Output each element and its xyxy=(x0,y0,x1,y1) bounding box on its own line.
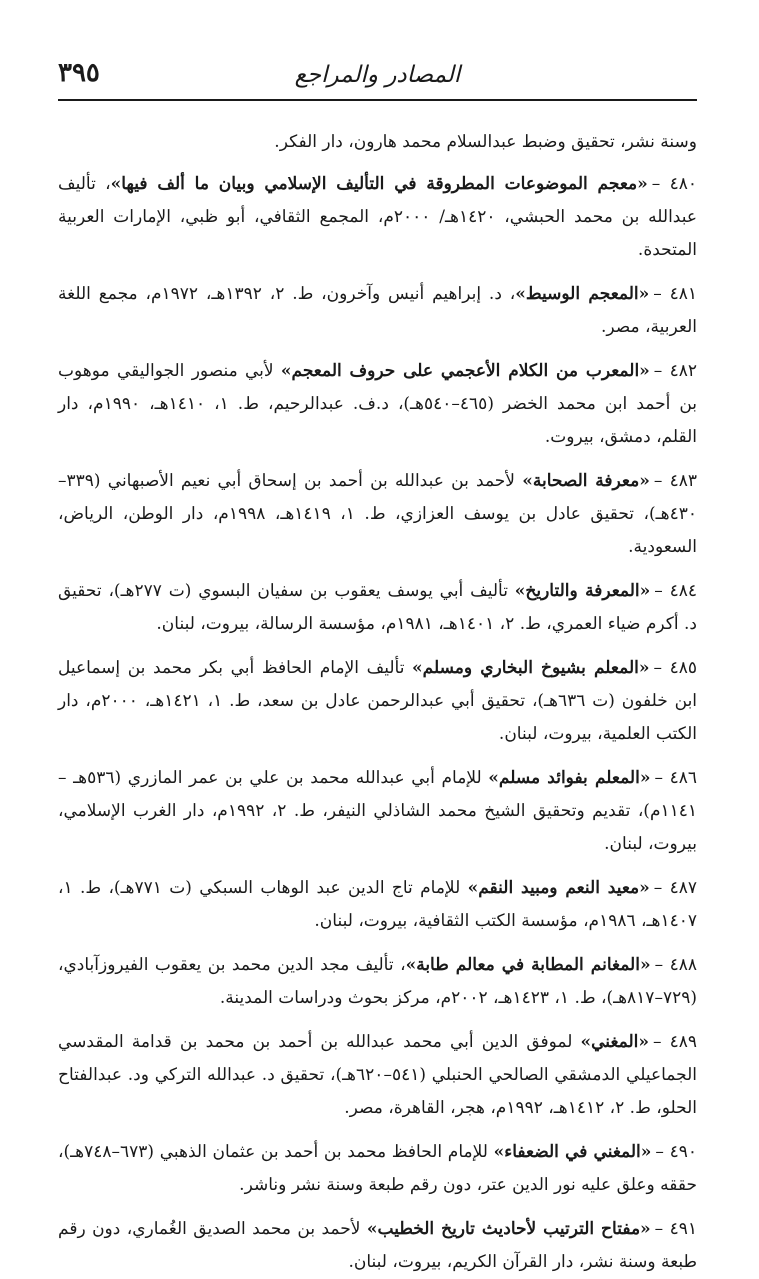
entry-title: «معجم الموضوعات المطروقة في التأليف الإسلامي وبيان ما ألف فيها» xyxy=(110,174,648,194)
page-header xyxy=(58,0,697,100)
entry-title: «معرفة الصحابة» xyxy=(522,471,650,491)
entry-title: «المغني» xyxy=(580,1032,649,1052)
bibliography-entry xyxy=(58,949,697,1015)
entry-number: ٤٨٤ – xyxy=(654,581,698,601)
entry-text: للإمام تاج الدين عبد الوهاب السبكي (ت ٧٧١هـ)، ط. ١، ١٤٠٧هـ، ١٩٨٦م، مؤسسة الكتب الثقافية، بيروت، لبنان. xyxy=(58,878,697,931)
entry-title: «المعرب من الكلام الأعجمي على حروف المعجم» xyxy=(280,361,650,381)
entry-text: لأحمد بن محمد الصديق الغُماري، دون رقم طبعة وسنة نشر، دار القرآن الكريم، بيروت، لبنان. xyxy=(58,1219,697,1272)
entry-number: ٤٩١ – xyxy=(654,1219,697,1239)
bibliography-entry xyxy=(58,168,697,267)
entry-text: لأحمد بن عبدالله بن أحمد بن إسحاق أبي نعيم الأصبهاني (٣٣٩–٤٣٠هـ)، تحقيق عادل بن يوسف العزازي، ط. ١، ١٤١٩هـ، ١٩٩٨م، دار الوطن، الرياض، السعودية. xyxy=(58,471,697,557)
entry-text: ، د. إبراهيم أنيس وآخرون، ط. ٢، ١٣٩٢هـ، ١٩٧٢م، مجمع اللغة العربية، مصر. xyxy=(58,284,697,337)
entry-number: ٤٨٣ – xyxy=(653,471,697,491)
entry-title: «معيد النعم ومبيد النقم» xyxy=(467,878,650,898)
entry-title: «المعرفة والتاريخ» xyxy=(514,581,651,601)
bibliography-entry xyxy=(58,1213,697,1279)
entry-number: ٤٨٦ – xyxy=(654,768,698,788)
entry-title: «المعلم بشيوخ البخاري ومسلم» xyxy=(412,658,650,678)
entry-text: للإمام أبي عبدالله محمد بن علي بن عمر المازري (٥٣٦هـ – ١١٤١م)، تقديم وتحقيق الشيخ محمد الشاذلي النيفر، ط. ٢، ١٩٩٢م، دار الغرب الإسلامي، بيروت، لبنان. xyxy=(58,768,697,854)
bibliography-entry xyxy=(58,126,697,159)
entry-text: وسنة نشر، تحقيق وضبط عبدالسلام محمد هارون، دار الفكر. xyxy=(274,132,697,152)
bibliography-entry xyxy=(58,355,697,454)
bibliography-list xyxy=(58,100,697,1279)
entry-title: «المغانم المطابة في معالم طابة» xyxy=(405,955,651,975)
entry-number: ٤٨٠ – xyxy=(651,174,698,194)
entry-number: ٤٨٢ – xyxy=(653,361,698,381)
entry-number: ٤٨٩ – xyxy=(653,1032,697,1052)
bibliography-entry xyxy=(58,465,697,564)
running-title: المصادر والمراجع xyxy=(294,62,461,88)
entry-text: ، تأليف عبدالله بن محمد الحبشي، ١٤٢٠هـ/ ٢٠٠٠م، المجمع الثقافي، أبو ظبي، الإمارات العربية المتحدة. xyxy=(58,174,698,260)
entry-title: «المغني في الضعفاء» xyxy=(493,1142,652,1162)
page-number: ٣٩٥ xyxy=(58,58,100,88)
bibliography-entry xyxy=(58,575,697,641)
entry-text: لموفق الدين أبي محمد عبدالله بن أحمد بن محمد بن قدامة المقدسي الجماعيلي الدمشقي الصالحي الحنبلي (٥٤١–٦٢٠هـ)، تحقيق د. عبدالله التركي ود. عبدالفتاح الحلو، ط. ٢، ١٤١٢هـ، ١٩٩٢م، هجر، القاهرة، مصر. xyxy=(58,1032,698,1118)
entry-title: «المعلم بفوائد مسلم» xyxy=(488,768,651,788)
bibliography-entry xyxy=(58,652,697,751)
bibliography-entry xyxy=(58,1026,697,1125)
bibliography-entry xyxy=(58,1136,697,1202)
bibliography-entry xyxy=(58,762,697,861)
entry-title: «المعجم الوسيط» xyxy=(515,284,650,304)
entry-number: ٤٨٥ – xyxy=(653,658,697,678)
entry-text: لأبي منصور الجواليقي موهوب بن أحمد ابن محمد الخضر (٤٦٥–٥٤٠هـ)، د.ف. عبدالرحيم، ط. ١، ١٤١٠هـ، ١٩٩٠م، دار القلم، دمشق، بيروت. xyxy=(58,361,698,447)
bibliography-entry xyxy=(58,872,697,938)
header-rule xyxy=(58,99,697,101)
bibliography-entry xyxy=(58,278,697,344)
entry-number: ٤٨٨ – xyxy=(654,955,698,975)
entry-text: للإمام الحافظ محمد بن أحمد بن عثمان الذهبي (٦٧٣–٧٤٨هـ)، حققه وعلق عليه نور الدين عتر، دون رقم طبعة وسنة نشر وناشر. xyxy=(58,1142,697,1195)
entry-text: تأليف أبي يوسف يعقوب بن سفيان البسوي (ت ٢٧٧هـ)، تحقيق د. أكرم ضياء العمري، ط. ٢، ١٤٠١هـ، ١٩٨١م، مؤسسة الرسالة، بيروت، لبنان. xyxy=(58,581,697,634)
entry-title: «مفتاح الترتيب لأحاديث تاريخ الخطيب» xyxy=(366,1219,651,1239)
entry-number: ٤٨٧ – xyxy=(653,878,698,898)
entry-text: تأليف الإمام الحافظ أبي بكر محمد بن إسماعيل ابن خلفون (ت ٦٣٦هـ)، تحقيق أبي عبدالرحمن عادل بن سعد، ط. ١، ١٤٢١هـ، ٢٠٠٠م، دار الكتب العلمية، بيروت، لبنان. xyxy=(58,658,698,744)
entry-number: ٤٨١ – xyxy=(653,284,698,304)
entry-text: ، تأليف مجد الدين محمد بن يعقوب الفيروزآبادي، (٧٢٩–٨١٧هـ)، ط. ١، ١٤٢٣هـ، ٢٠٠٢م، مركز بحوث ودراسات المدينة. xyxy=(58,955,697,1008)
entry-number: ٤٩٠ – xyxy=(655,1142,698,1162)
